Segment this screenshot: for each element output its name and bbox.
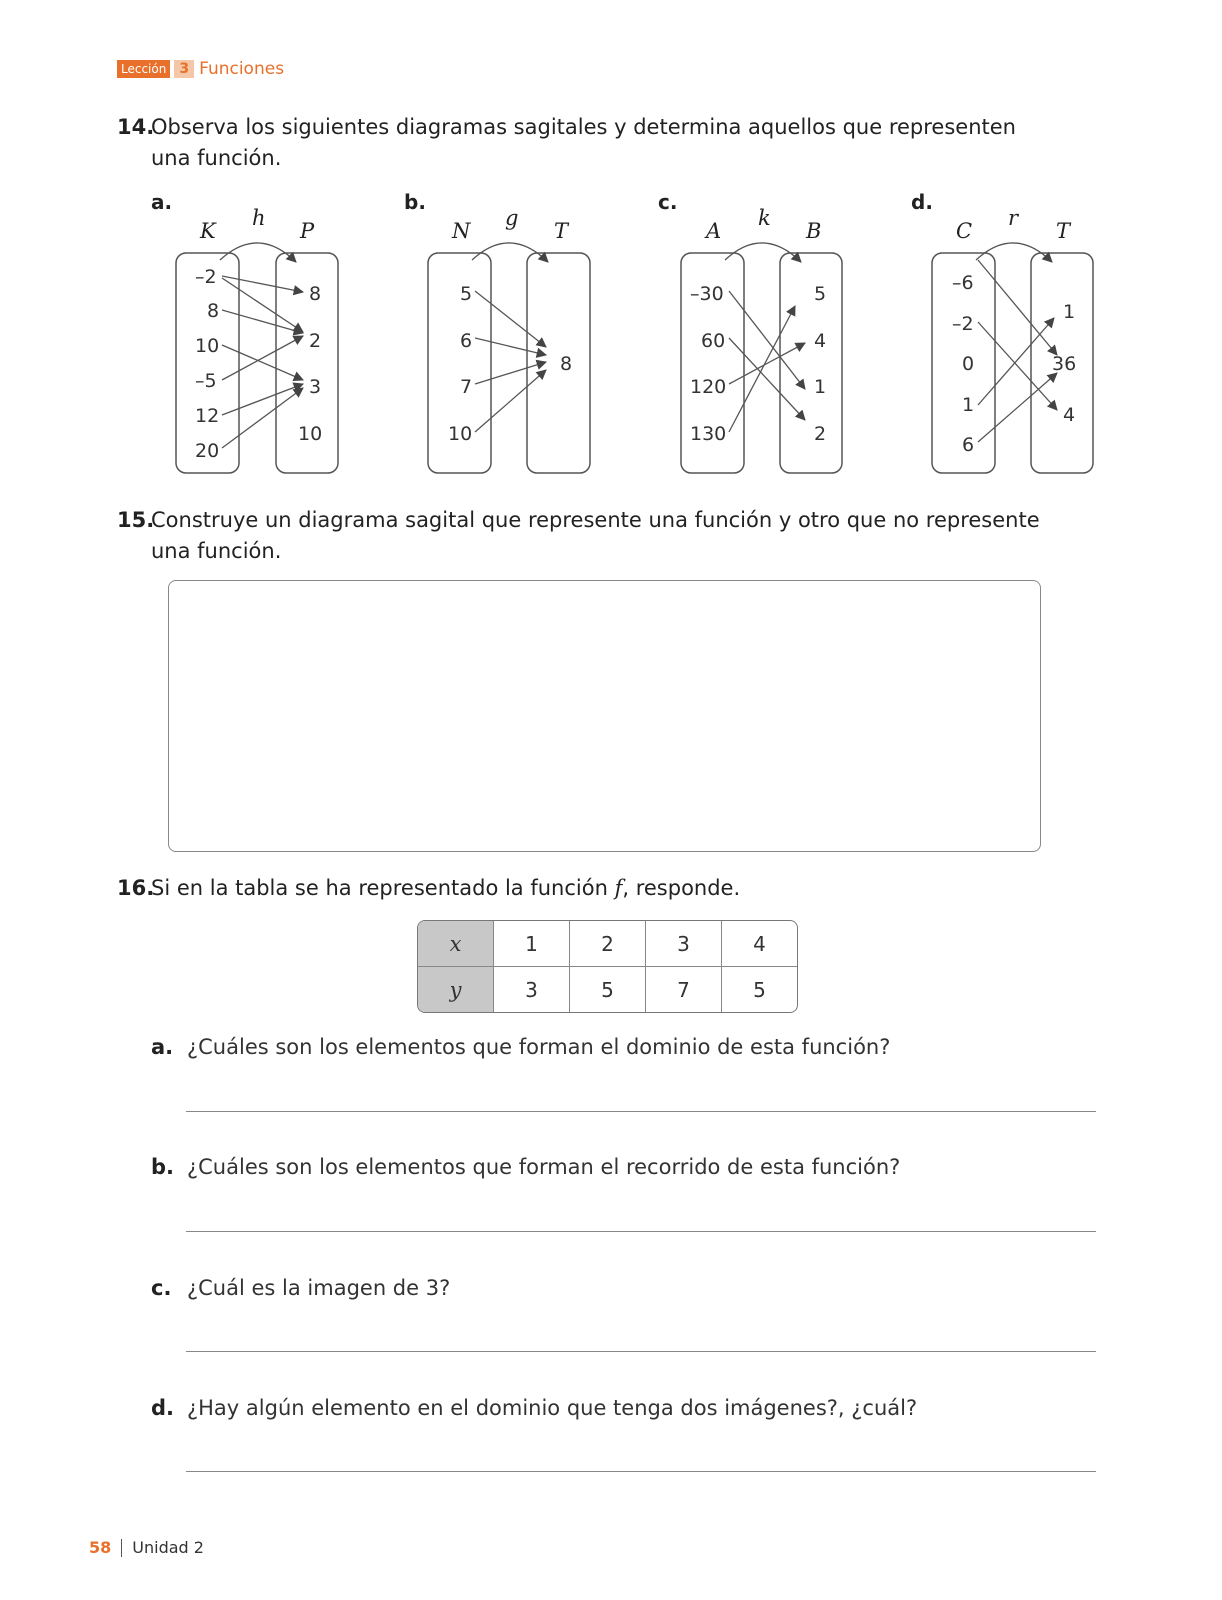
diagram-b-label: b. xyxy=(404,190,426,214)
arrow-a xyxy=(222,388,303,448)
set-element: 4 xyxy=(814,330,827,352)
set-element: 60 xyxy=(701,330,726,352)
subquestion-d xyxy=(151,1396,917,1420)
set-element: 130 xyxy=(690,423,727,445)
set-element: 5 xyxy=(814,283,827,305)
question-text-cont: una función. xyxy=(151,539,282,563)
arrow-a xyxy=(222,345,303,380)
arrow-c xyxy=(729,343,805,384)
diagram-d-label: d. xyxy=(911,190,933,214)
subquestion-label: b. xyxy=(151,1155,175,1179)
page-number: 58 xyxy=(89,1538,112,1557)
subquestion-text: ¿Cuáles son los elementos que forman el recorrido de esta función? xyxy=(187,1155,901,1179)
question-text: Si en la tabla se ha representado la función xyxy=(151,876,615,900)
table-row-x xyxy=(418,921,797,967)
set-element: 10 xyxy=(195,335,220,357)
diagram-a-label: a. xyxy=(151,190,173,214)
set-T-oval xyxy=(527,253,590,473)
table-row-y xyxy=(418,967,797,1012)
subquestion-label: a. xyxy=(151,1035,174,1059)
table-cell: 2 xyxy=(570,921,646,967)
lesson-badge: Lección xyxy=(117,60,170,78)
subquestion-text: ¿Cuál es la imagen de 3? xyxy=(187,1276,451,1300)
set-C-name: C xyxy=(956,219,973,243)
arrow-a xyxy=(222,310,303,333)
arrow-c xyxy=(729,291,805,389)
set-element: 10 xyxy=(448,423,473,445)
answer-line-a[interactable] xyxy=(186,1111,1096,1112)
set-element: 8 xyxy=(207,300,220,322)
set-element: –6 xyxy=(952,272,974,294)
question-text-cont: una función. xyxy=(151,146,282,170)
function-k-curve xyxy=(725,243,801,262)
arrow-b xyxy=(475,291,546,347)
table-cell: 3 xyxy=(494,967,570,1012)
set-element: 3 xyxy=(309,376,322,398)
set-T-name: T xyxy=(554,219,569,243)
set-P-name: P xyxy=(300,219,315,243)
arrow-b xyxy=(475,338,546,355)
set-element: 10 xyxy=(298,423,323,445)
arrow-d xyxy=(978,260,1057,355)
set-N-name: N xyxy=(452,219,471,243)
function-r-name: r xyxy=(1008,206,1019,230)
subquestion-a xyxy=(151,1035,890,1059)
lesson-number: 3 xyxy=(174,60,194,78)
set-element: 20 xyxy=(195,440,220,462)
set-element: 12 xyxy=(195,405,220,427)
arrow-b xyxy=(475,362,546,384)
subquestion-c xyxy=(151,1276,450,1300)
table-cell: 7 xyxy=(646,967,722,1012)
set-element: 8 xyxy=(309,283,322,305)
sagittal-diagrams xyxy=(0,0,1222,520)
subquestion-text: ¿Hay algún elemento en el dominio que tenga dos imágenes?, ¿cuál? xyxy=(187,1396,918,1420)
diagram-c-label: c. xyxy=(658,190,678,214)
function-k-name: k xyxy=(758,206,771,230)
set-element: 120 xyxy=(690,376,727,398)
question-number: 14. xyxy=(117,115,155,139)
function-name: f xyxy=(614,876,623,900)
table-cell: 3 xyxy=(646,921,722,967)
set-element: 1 xyxy=(962,394,975,416)
function-g-curve xyxy=(472,243,548,262)
set-element: –2 xyxy=(952,313,974,335)
set-element: 6 xyxy=(962,434,975,456)
set-B-name: B xyxy=(806,219,822,243)
question-number: 15. xyxy=(117,508,155,532)
arrow-c xyxy=(729,306,795,432)
arrow-d xyxy=(978,373,1057,442)
set-B-oval xyxy=(780,253,842,473)
function-table xyxy=(417,920,798,1013)
page-footer xyxy=(89,1538,204,1557)
set-element: 1 xyxy=(1063,301,1076,323)
arrow-d xyxy=(978,318,1054,405)
table-cell: 1 xyxy=(494,921,570,967)
set-element: 6 xyxy=(460,330,473,352)
subquestion-label: d. xyxy=(151,1396,175,1420)
answer-line-c[interactable] xyxy=(186,1351,1096,1352)
answer-box[interactable] xyxy=(168,580,1041,852)
unit-label: Unidad 2 xyxy=(132,1538,204,1557)
set-element: –30 xyxy=(690,283,724,305)
arrow-a xyxy=(222,384,303,415)
table-cell: 5 xyxy=(753,977,766,1002)
set-element: –2 xyxy=(195,266,217,288)
question-16 xyxy=(117,873,740,904)
set-K-name: K xyxy=(200,219,216,243)
set-element: 36 xyxy=(1052,353,1077,375)
set-element: 5 xyxy=(460,283,473,305)
set-element: 4 xyxy=(1063,404,1076,426)
arrow-a xyxy=(222,278,303,332)
question-text: Construye un diagrama sagital que represente una función y otro que no represente xyxy=(151,508,1040,532)
set-element: 0 xyxy=(962,353,975,375)
set-T2-name: T xyxy=(1056,219,1071,243)
answer-line-b[interactable] xyxy=(186,1231,1096,1232)
arrow-b xyxy=(475,370,546,432)
function-g-name: g xyxy=(505,206,519,230)
subquestion-label: c. xyxy=(151,1276,172,1300)
lesson-title: Funciones xyxy=(199,59,285,79)
set-element: –5 xyxy=(195,370,217,392)
question-number: 16. xyxy=(117,876,155,900)
table-cell: 4 xyxy=(722,921,797,967)
set-element: 7 xyxy=(460,376,473,398)
footer-divider xyxy=(121,1539,122,1557)
function-h-curve xyxy=(220,243,296,262)
y-header: y xyxy=(418,967,494,1012)
subquestion-text: ¿Cuáles son los elementos que forman el dominio de esta función? xyxy=(187,1035,891,1059)
set-element: 2 xyxy=(309,330,322,352)
table-cell: 5 xyxy=(570,967,646,1012)
set-element: 2 xyxy=(814,423,827,445)
set-element: 8 xyxy=(560,353,573,375)
function-h-name: h xyxy=(252,206,266,230)
answer-line-d[interactable] xyxy=(186,1471,1096,1472)
subquestion-b xyxy=(151,1155,900,1179)
question-text: Observa los siguientes diagramas sagitales y determina aquellos que representen xyxy=(151,115,1016,139)
set-A-name: A xyxy=(706,219,722,243)
question-text-end: , responde. xyxy=(622,876,741,900)
arrow-a xyxy=(222,276,303,292)
arrow-a xyxy=(222,336,303,380)
function-r-curve xyxy=(976,243,1052,262)
set-element: 1 xyxy=(814,376,827,398)
x-header: x xyxy=(418,921,494,967)
question-15 xyxy=(117,505,1040,567)
arrow-c xyxy=(729,338,805,420)
arrow-d xyxy=(978,322,1057,410)
